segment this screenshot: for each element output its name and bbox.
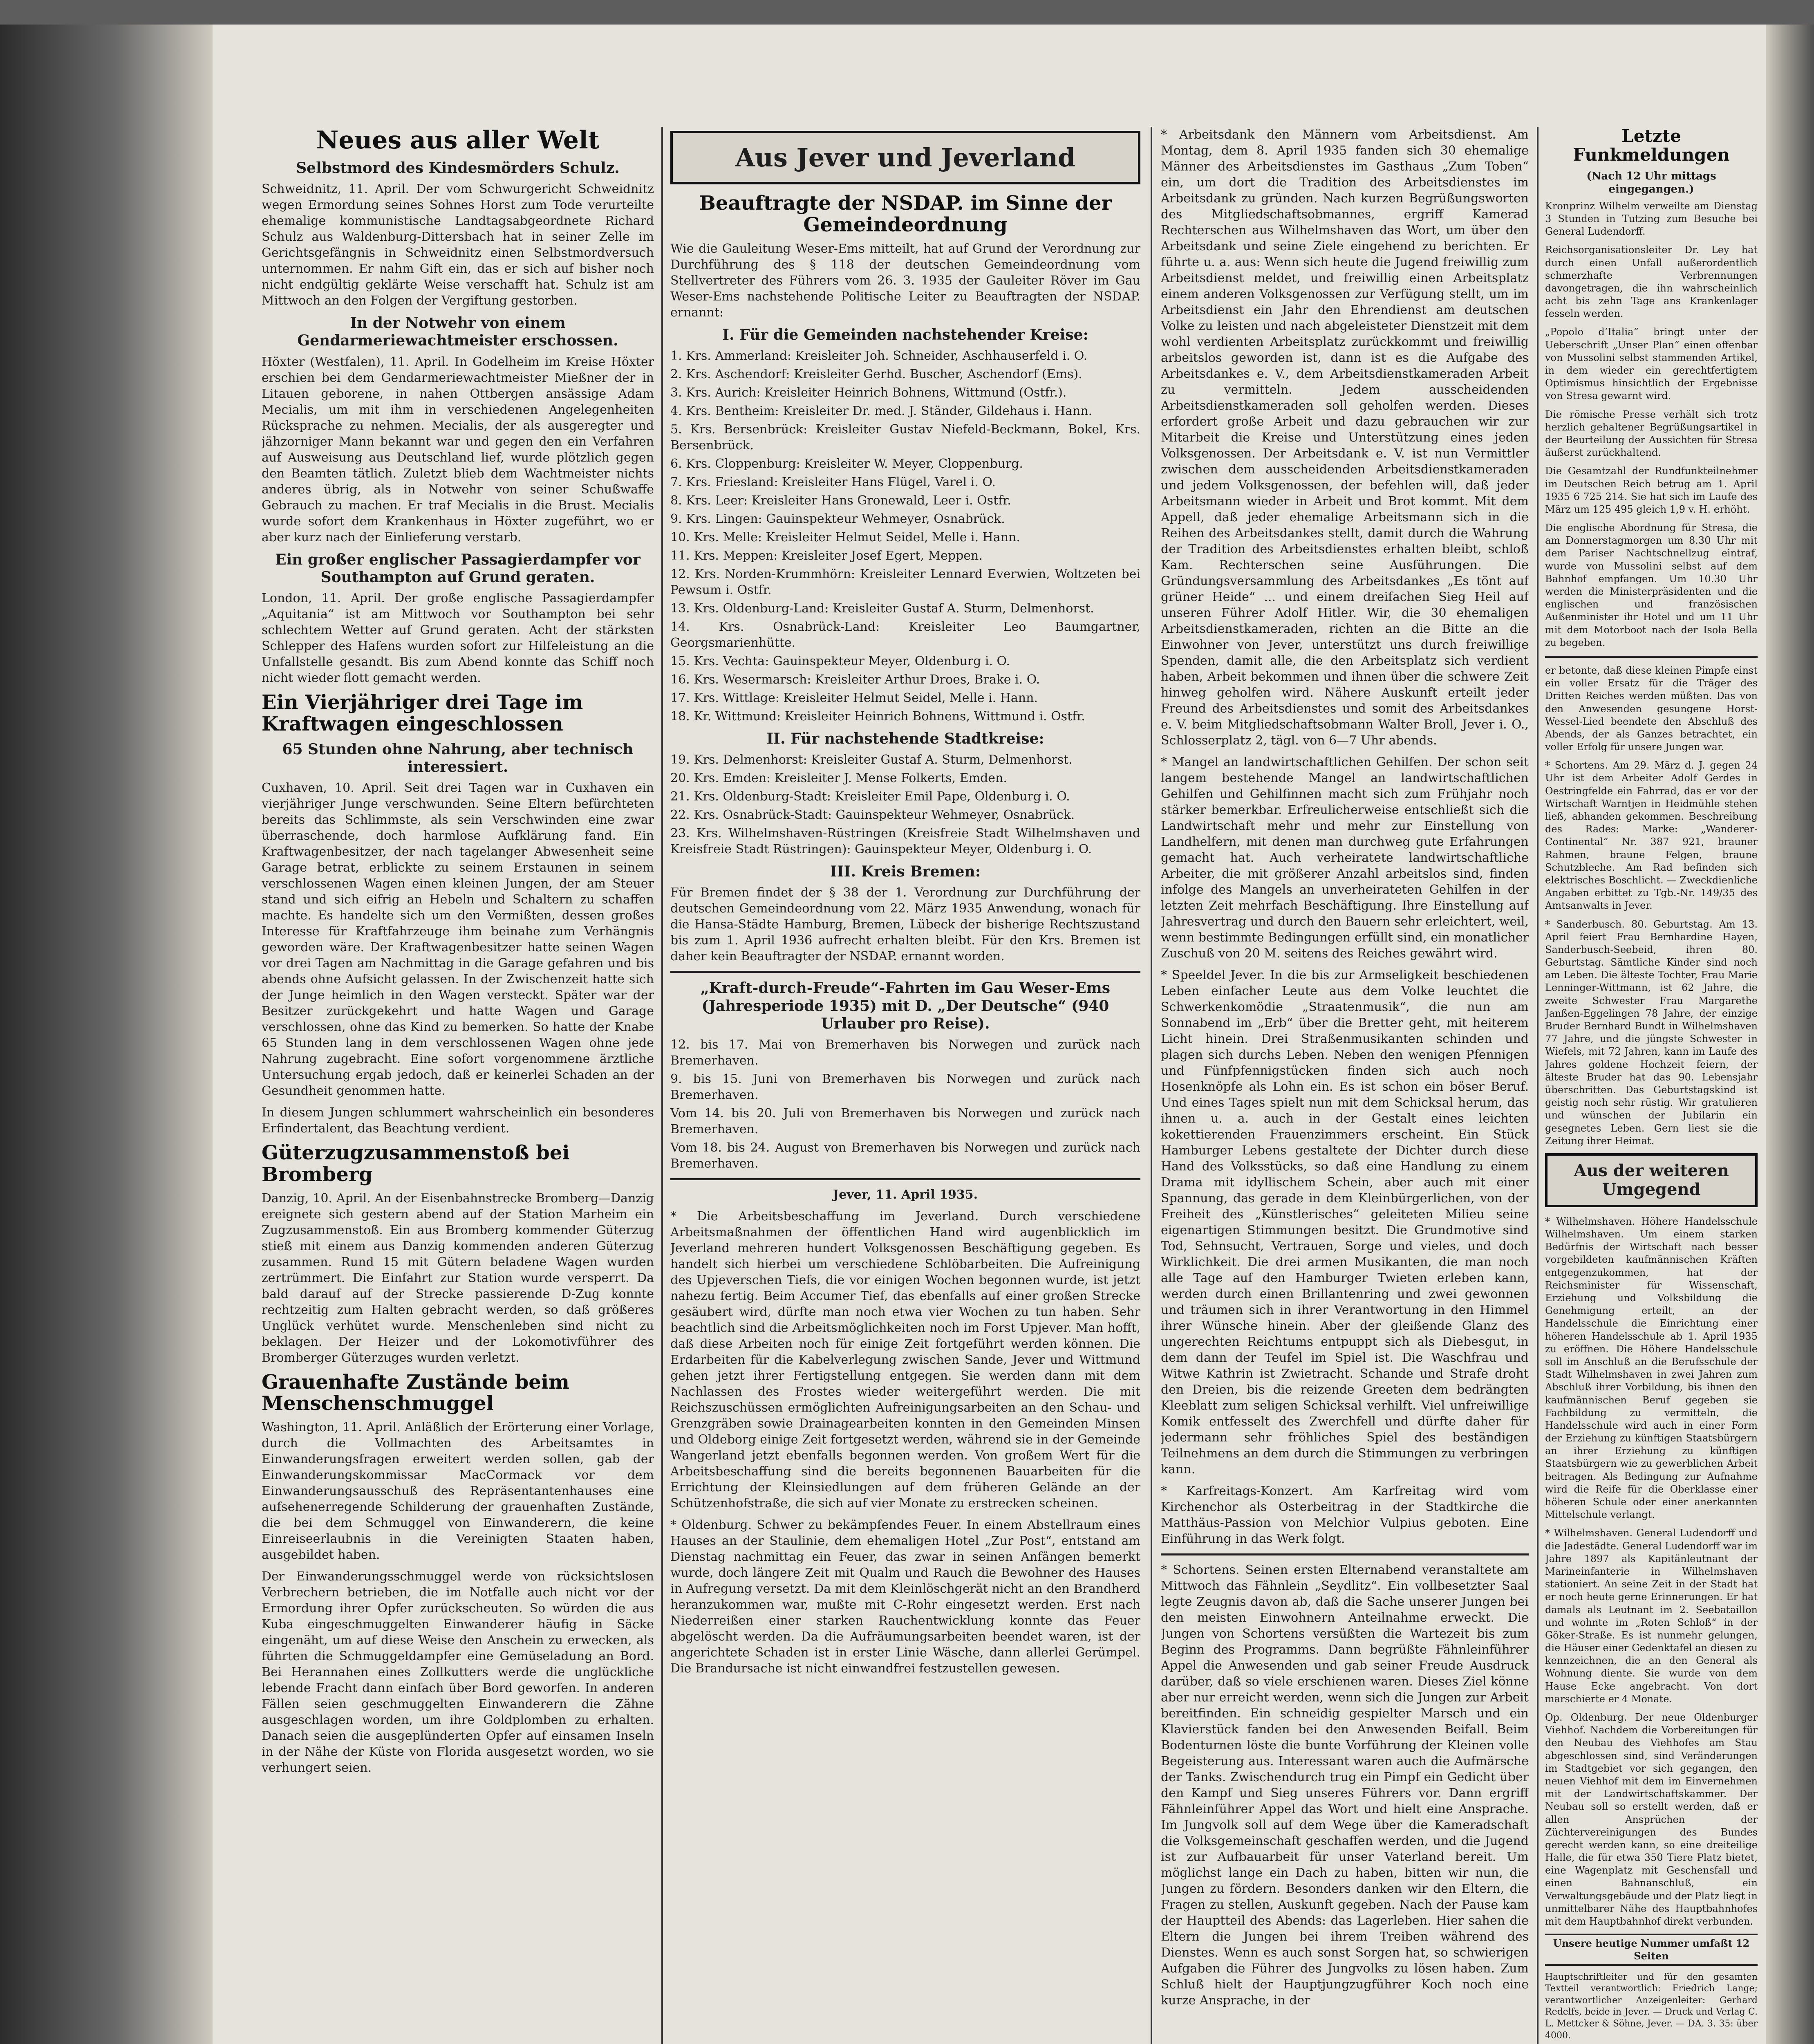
- article-paragraph: Für Bremen findet der § 38 der 1. Verordnung zur Durchführung der deutschen Gemeindeordnung vom 22. März 1935 Anwendung, wonach für die Hansa-Städte Hamburg, Bremen, Lübeck der bisherige Rechtszustand bis zum 1. April 1936 aufrecht erhalten bleibt. Für den Krs. Bremen ist daher kein Beauftragter der NSDAP. ernannt worden.: [670, 885, 1140, 964]
- article-paragraph: * Mangel an landwirtschaftlichen Gehilfen. Der schon seit langem bestehende Mangel an landwirtschaftlichen Gehilfen und Gehilfinnen macht sich zum Frühjahr noch stärker bemerkbar. Erfreulicherweise entschließt sich die Landwirtschaft mehr und mehr zur Einstellung von Landhelfern, mit denen man durchweg gute Erfahrungen gemacht hat. Auch verheiratete landwirtschaftliche Arbeiter, die mit größerer Anzahl arbeitslos sind, finden infolge des Mangels an unverheirateten Gehilfen in der letzten Zeit mehrfach Beschäftigung. Ihre Einstellung auf Jahresvertrag und durch den Bauern sehr erleichtert, weil, wenn bestimmte Bedingungen erfüllt sind, ein monatlicher Zuschuß von 20 M. seitens des Reiches gewährt wird.: [1161, 755, 1529, 961]
- page-right-edge: [1766, 25, 1814, 2044]
- column-2: [670, 127, 1140, 1682]
- article-subheading: II. Für nachstehende Stadtkreise:: [766, 730, 1044, 748]
- list-item: 17. Krs. Wittlage: Kreisleiter Helmut Seidel, Melle i. Hann.: [670, 691, 1038, 706]
- column-4: [1545, 127, 1758, 2044]
- article-subheading: „Kraft-durch-Freude“-Fahrten im Gau Weser-Ems (Jahresperiode 1935) mit D. „Der Deutsche“ (940 Urlauber pro Reise).: [700, 979, 1111, 1032]
- article-paragraph: Washington, 11. April. Anläßlich der Erörterung einer Vorlage, durch die Vollmachten des Arbeitsamtes in Einwanderungsfragen erweitert werden sollen, gab der Einwanderungskommissar MacCormack vor dem Einwanderungsausschuß des Repräsentantenhauses eine aufsehenerregende Schilderung der grauenhaften Zustände, die bei dem Schmuggel von Einwanderern, die keine Einreiseerlaubnis in die Vereinigten Staaten haben, ausgebildet haben.: [262, 1420, 654, 1562]
- article-paragraph: Op. Oldenburg. Der neue Oldenburger Viehhof. Nachdem die Vorbereitungen für den Neubau des Viehhofes am Stau abgeschlossen sind, sind Veränderungen im Stadtgebiet vor sich gegangen, den neuen Viehhof mit dem im Einvernehmen mit der Landwirtschaftskammer. Der Neubau soll so erstellt werden, daß er allen Ansprüchen der Züchtervereinigungen des Bundes gerecht werden kann, so eine dreiteilige Halle, die für etwa 350 Tiere Platz bietet, eine Wagenplatz mit Geschensfall und einen Bahnanschluß, ein Verwaltungsgebäude und der Platz liegt in unmittelbarer Nähe des Hauptbahnhofes mit dem Hauptbahnhof direkt verbunden.: [1545, 1712, 1758, 1927]
- list-item: 2. Krs. Aschendorf: Kreisleiter Gerhd. Buscher, Aschendorf (Ems).: [670, 367, 1082, 382]
- list-item: 14. Krs. Osnabrück-Land: Kreisleiter Leo Baumgartner, Georgsmarienhütte.: [670, 620, 1140, 650]
- article-heading: Güterzugzusammenstoß bei Bromberg: [262, 1141, 570, 1186]
- section-box-jever: Aus Jever und Jeverland: [670, 131, 1140, 184]
- article-heading: Ein Vierjähriger drei Tage im Kraftwagen eingeschlossen: [262, 690, 583, 735]
- list-item: 6. Krs. Cloppenburg: Kreisleiter W. Meyer, Cloppenburg.: [670, 457, 1023, 471]
- article-paragraph: In diesem Jungen schlummert wahrscheinlich ein besonderes Erfindertalent, das Beachtung verdient.: [262, 1105, 654, 1136]
- stadtkreise-list: [670, 752, 1140, 857]
- article-subheading: I. Für die Gemeinden nachstehender Kreise:: [722, 326, 1088, 343]
- list-item: 12. bis 17. Mai von Bremerhaven bis Norwegen und zurück nach Bremerhaven.: [670, 1038, 1140, 1068]
- list-item: 9. Krs. Lingen: Gauinspekteur Wehmeyer, Osnabrück.: [670, 512, 1005, 527]
- article-paragraph: Cuxhaven, 10. April. Seit drei Tagen war in Cuxhaven ein vierjähriger Junge verschwunden. Seine Eltern befürchteten bereits das Schlimmste, als sein Verschwinden eine zwar überraschende, doch harmlose Aufklärung fand. Ein Kraftwagenbesitzer, der nach tagelanger Abwesenheit seine Garage betrat, erblickte zu seinem Erstaunen in seinem verschlossenen Wagen einen kleinen Jungen, der am Steuer stand und sich eifrig an Hebeln und Schaltern zu schaffen machte. Es handelte sich um den Vermißten, dessen großes Interesse für Kraftfahrzeuge ihm beinahe zum Verhängnis geworden wäre. Der Kraftwagenbesitzer hatte seinen Wagen vor drei Tagen am Nachmittag in die Garage gefahren und bis abends ohne Aufsicht gelassen. In der Zwischenzeit hatte sich der Junge heimlich in den Wagen versteckt. Später war der Besitzer zurückgekehrt und hatte Wagen und Garage verschlossen, ohne das Kind zu bemerken. So hatte der Knabe 65 Stunden lang in dem verschlossenen Wagen ohne jede Nahrung zugebracht. Eine sofort vorgenommene ärztliche Untersuchung ergab jedoch, daß er keinerlei Schaden an der Gesundheit genommen hatte.: [262, 780, 654, 1098]
- article-paragraph: * Schortens. Seinen ersten Elternabend veranstaltete am Mittwoch das Fähnlein „Seydlitz“. Ein vollbesetzter Saal legte Zeugnis davon ab, daß die Sache unserer Jungen bei den meisten Einwohnern Anteilnahme erweckt. Die Jungen von Schortens versüßten die Wartezeit bis zum Beginn des Programms. Dann begrüßte Fähnleinführer Appel die Anwesenden und gab seiner Freude Ausdruck darüber, daß so viele erschienen waren. Dieses Ziel könne aber nur erreicht werden, wenn sich die Jungen zur Arbeit bereitfinden. Ein schneidig gespielter Marsch und ein Klavierstück fanden bei den Anwesenden Beifall. Beim Bodenturnen löste die bunte Vorführung der Kleinen volle Begeisterung aus. Interessant waren auch die Aufmärsche der Tanks. Zwischendurch trug ein Pimpf ein Gedicht über den Kampf und Sieg unseres Führers vor. Dann ergriff Fähnleinführer Appel das Wort und hielt eine Ansprache. Im Jungvolk soll auf dem Wege über die Kameradschaft die Volksgemeinschaft geschaffen werden, und die Jugend ist zur Aufbauarbeit für unser Vaterland bereit. Um möglichst lange ein Dach zu haben, bitten wir nun, die Jungen zu fördern. Besonders danken wir den Eltern, die Fragen zu stellen, Auskunft gegeben. Nach der Pause kam der Hauptteil des Abends: das Lagerleben. Hier sahen die Eltern die Jungen bei ihrem Treiben während des Dienstes. Wenn es auch sonst Sorgen hat, so schwierigen Aufgaben die Führer des Jungvolks zu lösen haben. Zum Schluß hielt der Hauptjungzugführer Koch noch eine kurze Ansprache, in der: [1161, 1563, 1529, 2008]
- list-item: 5. Krs. Bersenbrück: Kreisleiter Gustav Niefeld-Beckmann, Bokel, Krs. Bersenbrück.: [670, 422, 1140, 453]
- list-item: Vom 14. bis 20. Juli von Bremerhaven bis Norwegen und zurück nach Bremerhaven.: [670, 1106, 1140, 1137]
- article-paragraph: * Wilhelmshaven. Höhere Handelsschule Wilhelmshaven. Um einem starken Bedürfnis der Wirtschaft nach besser vorgebildeten kaufmännischen Kräften entgegenzukommen, hat der Reichsminister für Wissenschaft, Erziehung und Volksbildung die Genehmigung erteilt, an der Handelsschule die Einrichtung einer höheren Handelsschule ab 1. April 1935 zu eröffnen. Die Höhere Handelsschule soll im Anschluß an die Berufsschule der Stadt Wilhelmshaven in zwei Jahren zum Abschluß ihrer Vorbildung, bis ihnen den kaufmännischen Beruf gegeben sie Fachbildung zu vermitteln, die Handelsschule wird auch in einer Form der Erziehung zu künftigen Staatsbürgern an ihrer Erziehung zu künftigen Staatsbürgern wie zu gewerblichen Arbeit beitragen. Als Bedingung zur Aufnahme wird die Reife für die Oberklasse einer höheren Schule oder einer anerkannten Mittelschule verlangt.: [1545, 1215, 1758, 1521]
- issue-page-count: Unsere heutige Nummer umfaßt 12 Seiten: [1545, 1934, 1758, 1966]
- article-subheading: Selbstmord des Kindesmörders Schulz.: [296, 159, 620, 177]
- list-item: 16. Krs. Wesermarsch: Kreisleiter Arthur Droes, Brake i. O.: [670, 672, 1040, 687]
- kdf-list: [670, 1037, 1140, 1172]
- article-paragraph: * Arbeitsdank den Männern vom Arbeitsdienst. Am Montag, dem 8. April 1935 fanden sich 30 ehemalige Männer des Arbeitsdienstes im Gasthaus „Zum Toben“ ein, um dort die Tradition des Arbeitsdienstes im Arbeitsdank zu gründen. Nach kurzen Begrüßungsworten des Mitgliedschaftsobmannes, ergriff Kamerad Rechterschen aus Wilhelmshaven das Wort, um über den Arbeitsdank und seine Ziele eingehend zu berichten. Er führte u. a. aus: Wenn sich heute die Jugend freiwillig zum Arbeitsdienst meldet, und freiwillig einen Arbeitsplatz einem anderen Volksgenossen zur Verfügung stellt, um im Arbeitsdienst ein Jahr den Ehrendienst am deutschen Volke zu leisten und nach abgeleisteter Dienstzeit mit dem wohl verdienten Arbeitsplatz zurückkommt und freiwillig arbeitslos geworden ist, dann ist es die Aufgabe des Arbeitsdankes e. V., dem Arbeitsdienstkameraden Arbeit zu vermitteln. Jedem ausscheidenden Arbeitsdienstkameraden soll geholfen werden. Dieses erfordert große Arbeit und dazu gebrauchen wir zur Mitarbeit die Kreise und Unterstützung eines jeden Volksgenossen. Der Arbeitsdank e. V. ist nun Vermittler zwischen dem ausscheidenden Arbeitsdienstkameraden und jedem Volksgenossen, der befehlen will, daß jeder Arbeitsmann wieder in Arbeit und Brot kommt. Mit dem Appell, daß jeder ehemalige Arbeitsmann sich in die Reihen des Arbeitsdankes stellt, damit durch die Wahrung der Tradition des Arbeitsdienstes erhalten bleibt, schloß Kam. Rechterschen seine Ausführungen. Die Gründungsversammlung des Arbeitsdankes „Es tönt auf grüner Heide“ ... und einem dreifachen Sieg Heil auf unseren Führer Adolf Hitler. Wir, die 30 ehemaligen Arbeitsdienstkameraden, richten an die Bitte an die Einwohner von Jever, unterstützt uns durch freiwillige Spenden, damit alle, die den Arbeitsplatz sich verdient haben, Arbeit bekommen und ihnen über die schwere Zeit hinweg geholfen wird. Nähere Auskunft erteilt jeder Freund des Arbeitsdienstes und somit des Arbeitsdankes e. V. beim Mitgliedschaftsobmann Walter Broll, Jever i. O., Schlosserplatz 2, tägl. von 6—7 Uhr abends.: [1161, 128, 1529, 748]
- article-paragraph: * Sanderbusch. 80. Geburtstag. Am 13. April feiert Frau Bernhardine Hayen, Sanderbusch-Seebeid, ihren 80. Geburtstag. Sämtliche Kinder sind noch am Leben. Die älteste Tochter, Frau Marie Lenninger-Wittmann, ist 62 Jahre, die zweite Schwester Frau Margarethe Janßen-Eggelingen 78 Jahre, der einzige Bruder Bernhard Bundt in Wilhelmshaven 77 Jahre, und die jüngste Schwester in Wiefels, mit 72 Jahren, kann im Laufe des Jahres goldene Hochzeit feiern, der älteste Bruder hat das 90. Lebensjahr überschritten. Das Geburtstagskind ist geistig noch sehr rüstig. Wir gratulieren und wünschen der Jubilarin ein gesegnetes Leben. Gern liest sie die Zeitung ihrer Heimat.: [1545, 918, 1758, 1147]
- section-heading-funkmeldungen: Letzte Funkmeldungen: [1573, 127, 1730, 165]
- list-item: 10. Krs. Melle: Kreisleiter Helmut Seidel, Melle i. Hann.: [670, 530, 1020, 545]
- list-item: 4. Krs. Bentheim: Kreisleiter Dr. med. J. Ständer, Gildehaus i. Hann.: [670, 404, 1093, 419]
- article-paragraph: er betonte, daß diese kleinen Pimpfe einst ein voller Ersatz für die Träger des Dritten Reiches werden müßten. Das von den Anwesenden gesungene Horst-Wessel-Lied beendete den Abschluß des Abends, der als Ganzes betrachtet, ein voller Erfolg für unsere Jungen war.: [1545, 664, 1758, 753]
- section-heading-neues: Neues aus aller Welt: [316, 127, 600, 155]
- column-rule: [661, 127, 663, 2044]
- list-item: 9. bis 15. Juni von Bremerhaven bis Norwegen und zurück nach Bremerhaven.: [670, 1072, 1140, 1103]
- article-paragraph: * Speeldel Jever. In die bis zur Armseligkeit beschiedenen Leben einfacher Leute aus dem Volke leuchtet die Schwerkenkomödie „Straatenmusik“, die nun am Sonnabend im „Erb“ über die Bretter geht, mit heiterem Licht hinein. Drei Straßenmusikanten schinden und plagen sich durchs Leben. Neben den wenigen Pfennigen und Fünfpfennigstücken finden sich auch noch Hosenknöpfe als Lohn ein. Es ist schon ein böser Beruf. Und eines Tages spielt nun mit dem Schicksal herum, das ihnen u. a. auch in der Gestalt eines leichten kokettierenden Frauenzimmers erscheint. Ein Stück Hamburger Lebens gestaltete der Dichter durch diese Hand des Volksstücks, so daß eine Handlung zu einem Drama mit idyllischem Schein, aber auch mit einer Spannung, das gerade in dem Kleinbürgerlichen, von der Freiheit des „Künstlerisches“ geleiteten Milieu seine eigenartigen Stimmungen besitzt. Die Grundmotive sind Tod, Sehnsucht, Vertrauen, Sorge und vieles, und doch Wirklichkeit. Die drei armen Musikanten, die man noch alle Tage auf den Hamburger Twieten erleben kann, werden durch einen Brillantenring und zwei gewonnen und träumen sich in ihrer Verantwortung in den Himmel ihrer Wünsche hinein. Aber der gleißende Glanz des ungerechten Reichtums entpuppt sich als Diebesgut, in dem dann der Teufel im Spiel ist. Die Waschfrau und Witwe Kathrin ist Zwietracht. Schande und Strafe droht den Dreien, bis die reizende Greeten dem bedrängten Kleeblatt zum seligen Schicksal verhilft. Viel unfreiwillige Komik entfesselt des Zwerchfell und dürfte daher für jedermann sehr fröhliches Spiel des beständigen Teilnehmens an dem durch die Stimmungen zu verbringen kann.: [1161, 968, 1529, 1477]
- list-item: 12. Krs. Norden-Krummhörn: Kreisleiter Lennard Everwien, Woltzeten bei Pewsum i. Ostfr.: [670, 567, 1140, 598]
- article-paragraph: „Popolo d’Italia“ bringt unter der Ueberschrift „Unser Plan“ einen offenbar von Mussolini selbst stammenden Artikel, in dem wieder ein gerechtfertigtem Optimismus hinsichtlich der Ergebnisse von Stresa gewarnt wird.: [1545, 326, 1758, 402]
- article-paragraph: Höxter (Westfalen), 11. April. In Godelheim im Kreise Höxter erschien bei dem Gendarmeriewachtmeister Mießner der in Litauen geborene, in nahen Ottbergen ansässige Adam Mecialis, um mit ihm in verschiedenen Angelegenheiten Rücksprache zu nehmen. Mecialis, der als ausgeregter und jähzorniger Mann bekannt war und gegen den ein Verfahren auf Ausweisung aus Deutschland lief, wurde plötzlich gegen den Beamten tätlich. Zuletzt blieb dem Wachtmeister nichts anderes übrig, als in Notwehr von seiner Schußwaffe Gebrauch zu machen. Er traf Mecialis in die Brust. Mecialis wurde sofort dem Krankenhaus in Höxter zugeführt, wo er aber kurz nach der Einlieferung verstarb.: [262, 354, 654, 545]
- list-item: 23. Krs. Wilhelmshaven-Rüstringen (Kreisfreie Stadt Wilhelmshaven und Kreisfreie Stadt Rüstringen): Gauinspekteur Meyer, Oldenburg i. O.: [670, 826, 1140, 857]
- column-3: [1161, 127, 1529, 2014]
- list-item: 3. Krs. Aurich: Kreisleiter Heinrich Bohnens, Wittmund (Ostfr.).: [670, 385, 1067, 400]
- list-item: 20. Krs. Emden: Kreisleiter J. Mense Folkerts, Emden.: [670, 771, 1007, 786]
- list-item: 18. Kr. Wittmund: Kreisleiter Heinrich Bohnens, Wittmund i. Ostfr.: [670, 709, 1085, 724]
- divider: [1161, 1553, 1529, 1555]
- article-paragraph: Die englische Abordnung für Stresa, die am Donnerstagmorgen um 8.30 Uhr mit dem Pariser Nachtschnellzug eintraf, wurde von Mussolini selbst auf dem Bahnhof empfangen. Um 10.30 Uhr werden die Ministerpräsidenten und die englischen und französischen Außenminister ihr Hotel und um 11 Uhr mit dem Motorboot nach der Isola Bella zu begeben.: [1545, 522, 1758, 648]
- article-paragraph: * Die Arbeitsbeschaffung im Jeverland. Durch verschiedene Arbeitsmaßnahmen der öffentlichen Hand wird augenblicklich im Jeverland mehreren hundert Volksgenossen Beschäftigung gegeben. Es handelt sich hierbei um verschiedene Schlöbarbeiten. Die Aufreinigung des Upjeverschen Tiefs, die vor einigen Wochen begonnen wurde, ist jetzt nahezu fertig. Beim Accumer Tief, das ebenfalls auf einer großen Strecke gesäubert wird, dürfte man noch etwa vier Wochen zu tun haben. Sehr beachtlich sind die Arbeitsmöglichkeiten noch im Forst Upjever. Man hofft, daß diese Arbeiten noch für einige Zeit fortgeführt werden können. Die Erdarbeiten für die Kabelverlegung zwischen Sande, Jever und Wittmund gehen jetzt ihrer Fertigstellung entgegen. Sie werden dann mit dem Nachlassen des Frostes wieder weitergeführt werden. Die mit Reichszuschüssen ermöglichten Aufreinigungsarbeiten an den Schau- und Grenzgräben sowie Drainagearbeiten konnten in den Gemeinden Minsen und Oldeborg einige Zeit fortgesetzt werden, während sie in der Gemeinde Wangerland jetzt ebenfalls begonnen werden. Von großem Wert für die Arbeitsbeschaffung sind die bereits begonnenen Bauarbeiten für die Errichtung der Kleinsiedlungen auf dem früheren Gelände an der Schützenhofstraße, die sich auf vier Monate zu erstrecken scheinen.: [670, 1209, 1140, 1511]
- section-box-umgegend: Aus der weiteren Umgegend: [1545, 1153, 1758, 1207]
- list-item: 15. Krs. Vechta: Gauinspekteur Meyer, Oldenburg i. O.: [670, 654, 1010, 669]
- article-paragraph: * Oldenburg. Schwer zu bekämpfendes Feuer. In einem Abstellraum eines Hauses an der Staulinie, dem ehemaligen Hotel „Zur Post“, entstand am Dienstag nachmittag ein Feuer, das zwar in seinen Anfängen bemerkt wurde, doch längere Zeit mit Qualm und Rauch die Bewohner des Hauses in Aufregung versetzt. Da mit dem Kleinlöschgerät nicht an den Brandherd heranzukommen war, mußte mit C-Rohr eingesetzt werden. Erst nach Niederreißen einer starken Rauchentwicklung konnte das Feuer abgelöscht werden. Da die Aufräumungsarbeiten beendet waren, ist der angerichtete Schaden ist in erster Linie Wäsche, dann allerlei Gerümpel. Die Brandursache ist nicht einwandfrei festzustellen gewesen.: [670, 1518, 1140, 1676]
- article-paragraph: Der Einwanderungsschmuggel werde von rücksichtslosen Verbrechern betrieben, die im Notfalle auch nicht vor der Ermordung ihrer Opfer zurückscheuten. So würden die aus Kuba eingeschmuggelten Einwanderer häufig in Säcke eingenäht, um auf diese Weise den Anschein zu erwecken, als führten die Schmuggeldampfer eine Gemüseladung an Bord. Bei Herannahen eines Zollkutters werde die unglückliche lebende Fracht dann einfach über Bord geworfen. In anderen Fällen seien geschmuggelten Einwanderern die Zähne ausgeschlagen worden, um ihre Goldplomben zu erhalten. Danach seien die ausgeplünderten Opfer auf einsamen Inseln in der Nähe der Küste von Florida ausgesetzt worden, wo sie verhungert seien.: [262, 1569, 654, 1775]
- article-paragraph: London, 11. April. Der große englische Passagierdampfer „Aquitania“ ist am Mittwoch vor Southampton bei sehr schlechtem Wetter auf Grund geraten. Acht der stärksten Schlepper des Hafens wurden sofort zur Hilfeleistung an die Unfallstelle gesandt. Bis zum Abend konnte das Schiff noch nicht wieder flott gemacht werden.: [262, 591, 654, 685]
- article-subheading: Ein großer englischer Passagierdampfer vor Southampton auf Grund geraten.: [275, 551, 640, 586]
- list-item: 21. Krs. Oldenburg-Stadt: Kreisleiter Emil Pape, Oldenburg i. O.: [670, 789, 1070, 804]
- divider: [670, 1178, 1140, 1180]
- column-rule: [1537, 127, 1539, 2044]
- article-heading: Grauenhafte Zustände beim Menschenschmuggel: [262, 1370, 569, 1415]
- article-paragraph: * Karfreitags-Konzert. Am Karfreitag wird vom Kirchenchor als Osterbeitrag in der Stadtkirche die Matthäus-Passion von Melchior Vulpius geboten. Eine Einführung in das Werk folgt.: [1161, 1484, 1529, 1546]
- article-subheading: In der Notwehr von einem Gendarmeriewachtmeister erschossen.: [297, 314, 618, 350]
- divider: [1545, 656, 1758, 658]
- article-heading: Beauftragte der NSDAP. im Sinne der Gemeindeordnung: [699, 192, 1112, 237]
- list-item: 22. Krs. Osnabrück-Stadt: Gauinspekteur Wehmeyer, Osnabrück.: [670, 808, 1075, 823]
- article-subheading: 65 Stunden ohne Nahrung, aber technisch interessiert.: [282, 740, 634, 775]
- list-item: 8. Krs. Leer: Kreisleiter Hans Gronewald, Leer i. Ostfr.: [670, 493, 1011, 508]
- article-paragraph: Schweidnitz, 11. April. Der vom Schwurgericht Schweidnitz wegen Ermordung seines Sohnes Horst zum Tode verurteilte ehemalige kommunistische Landtagsabgeordnete Richard Schulz aus Waldenburg-Dittersbach hat in seiner Zelle im Gerichtsgefängnis in Schweidnitz einen Selbstmordversuch unternommen. Er nahm Gift ein, das er sich auf bisher noch nicht endgültig geklärte Weise verschafft hat. Schulz ist am Mittwoch an den Folgen der Vergiftung gestorben.: [262, 182, 654, 308]
- divider: [670, 971, 1140, 973]
- article-paragraph: Die Gesamtzahl der Rundfunkteilnehmer im Deutschen Reich betrug am 1. April 1935 6 725 214. Sie hat sich im Laufe des März um 125 495 gleich 1,9 v. H. erhöht.: [1545, 465, 1758, 515]
- article-paragraph: Die römische Presse verhält sich trotz herzlich gehaltener Begrüßungsartikel in der Beurteilung der Aussichten für Stresa äußerst zurückhaltend.: [1545, 408, 1758, 459]
- list-item: 11. Krs. Meppen: Kreisleiter Josef Egert, Meppen.: [670, 549, 983, 563]
- article-paragraph: Reichsorganisationsleiter Dr. Ley hat durch einen Unfall außerordentlich schmerzhafte Verbrennungen davongetragen, die ihn wahrscheinlich acht bis zehn Tage ans Krankenlager fesseln werden.: [1545, 244, 1758, 320]
- article-subheading: III. Kreis Bremen:: [830, 863, 981, 881]
- article-paragraph: Kronprinz Wilhelm verweilte am Dienstag 3 Stunden in Tutzing zum Besuche bei General Ludendorff.: [1545, 200, 1758, 238]
- imprint-line: Hauptschriftleiter und für den gesamten Textteil verantwortlich: Friedrich Lange; verantwortlicher Anzeigenleiter: Gerhard Redelfs, beide in Jever. — Druck und Verlag C. L. Mettcker & Söhne, Jever. — DA. 3. 35: über 4000.: [1545, 1972, 1758, 2041]
- list-item: 7. Krs. Friesland: Kreisleiter Hans Flügel, Varel i. O.: [670, 475, 996, 490]
- article-paragraph: Wie die Gauleitung Weser-Ems mitteilt, hat auf Grund der Verordnung zur Durchführung des § 118 der deutschen Gemeindeordnung vom Stellvertreter des Führers vom 26. 3. 1935 der Gauleiter Röver im Gau Weser-Ems nachstehende Politische Leiter zu Beauftragten der NSDAP. ernannt:: [670, 241, 1140, 320]
- list-item: Vom 18. bis 24. August von Bremerhaven bis Norwegen und zurück nach Bremerhaven.: [670, 1141, 1140, 1171]
- column-1: [262, 127, 654, 1782]
- list-item: 13. Krs. Oldenburg-Land: Kreisleiter Gustaf A. Sturm, Delmenhorst.: [670, 601, 1094, 616]
- list-item: 19. Krs. Delmenhorst: Kreisleiter Gustaf A. Sturm, Delmenhorst.: [670, 753, 1073, 767]
- kreise-list: [670, 348, 1140, 724]
- list-item: 1. Krs. Ammerland: Kreisleiter Joh. Schneider, Aschhauserfeld i. O.: [670, 349, 1088, 363]
- page-binding-shadow: [0, 25, 213, 2044]
- article-paragraph: Danzig, 10. April. An der Eisenbahnstrecke Bromberg—Danzig ereignete sich gestern abend auf der Station Marheim ein Zugzusammenstoß. Ein aus Bromberg kommender Güterzug stieß mit einem aus Danzig kommenden anderen Güterzug zusammen. Rund 15 mit Gütern beladene Wagen wurden zertrümmert. Die Einfahrt zur Station wurde versperrt. Da bald darauf auf der Strecke passierende D-Zug konnte rechtzeitig zum Halten gebracht werden, so daß größeres Unglück verhütet wurde. Menschenleben sind nicht zu beklagen. Der Heizer und der Lokomotivführer des Bromberger Güterzuges wurden verletzt.: [262, 1191, 654, 1365]
- article-paragraph: * Wilhelmshaven. General Ludendorff und die Jadestädte. General Ludendorff war im Jahre 1897 als Kapitänleutnant der Marineinfanterie in Wilhelmshaven stationiert. An seine Zeit in der Stadt hat er noch heute gerne Erinnerungen. Er hat damals als Leutnant im 2. Seebataillon und wohnte im „Roten Schloß“ in der Göker-Straße. Es ist nunmehr gelungen, die Häuser einer Gedenktafel an diesen zu kennzeichnen, die an den General als Wohnung diente. Sie wurde von dem Hause Ecke angebracht. Von dort marschierte er 4 Monate.: [1545, 1527, 1758, 1705]
- article-paragraph: * Schortens. Am 29. März d. J. gegen 24 Uhr ist dem Arbeiter Adolf Gerdes in Oestringfelde ein Fahrrad, das er vor der Wirtschaft Warntjen in Heidmühle stehen ließ, abhanden gekommen. Beschreibung des Rades: Marke: „Wanderer-Continental“ Nr. 387 921, brauner Rahmen, braune Felgen, braune Schutzbleche. Am Rad befinden sich elektrisches Boschlicht. — Zweckdienliche Angaben erbittet zu Tgb.-Nr. 149/35 des Amtsanwalts in Jever.: [1545, 760, 1758, 912]
- column-rule: [1151, 127, 1152, 2044]
- dateline: Jever, 11. April 1935.: [833, 1188, 978, 1202]
- article-subheading: (Nach 12 Uhr mittags eingegangen.): [1586, 170, 1716, 195]
- newspaper-page: [213, 25, 1766, 2044]
